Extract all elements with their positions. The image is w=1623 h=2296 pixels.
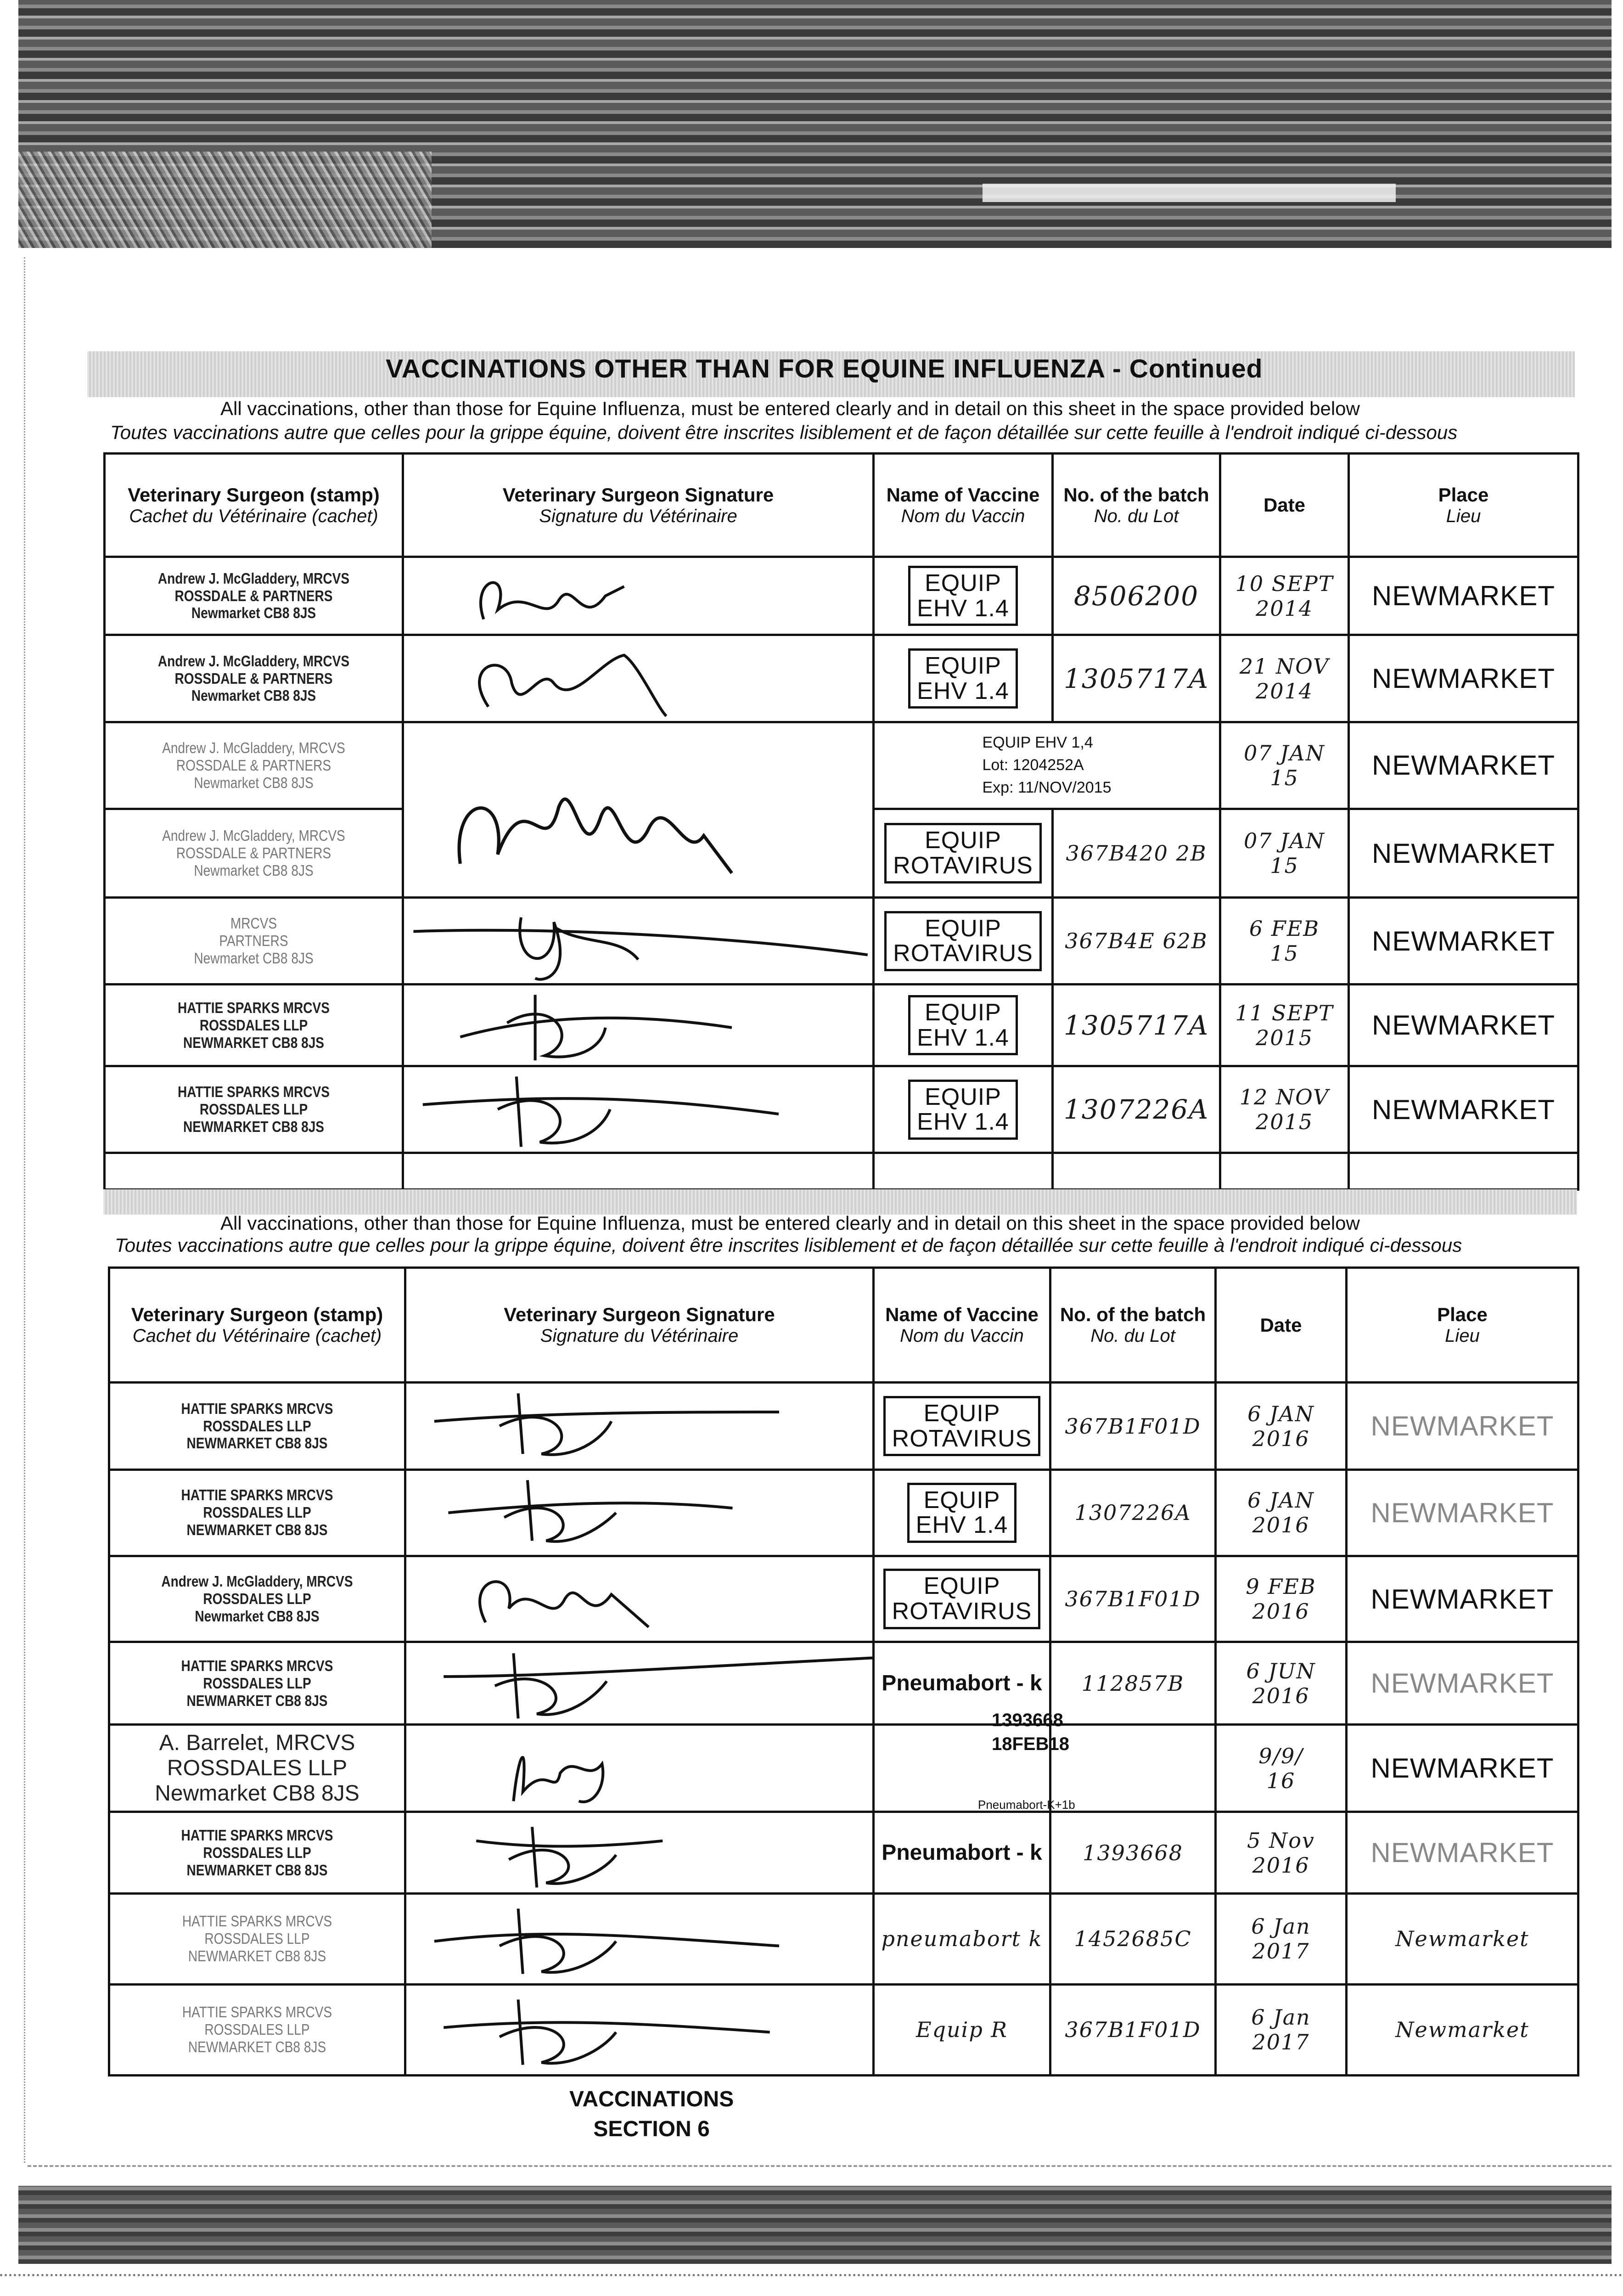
table-row [105,722,1578,809]
vet-stamp: MRCVS PARTNERS Newmarket CB8 8JS [194,915,314,967]
vet-stamp: Andrew J. McGladdery, MRCVS ROSSDALE & PARTNERS Newmarket CB8 8JS [162,827,345,879]
vaccine-name-box: EQUIP EHV 1.4 [908,648,1018,709]
signature-scribble [404,723,872,896]
overlap-shade [103,1189,1577,1215]
col-signature: Veterinary Surgeon Signature Signature du Vétérinaire [403,454,874,557]
batch-number: 367B4E 62B [1065,929,1208,954]
place: NEWMARKET [1370,1753,1554,1784]
sticker-vaccine-label: Pneumabort-K+1b [978,1798,1075,1812]
scan-footer-band [18,2186,1612,2264]
vaccination-table-2 [108,1266,1579,2077]
vet-stamp: HATTIE SPARKS MRCVS ROSSDALES LLP NEWMARKET CB8 8JS [182,2003,332,2056]
vaccination-date: 6 JAN 2016 [1247,1488,1314,1538]
batch-number: 367B1F01D [1065,1587,1201,1612]
vaccination-table-1 [103,452,1579,1191]
vaccination-date: 9/9/ 16 [1258,1743,1303,1793]
vaccine-name-box: EQUIP EHV 1.4 [908,995,1018,1055]
vaccine-name-box: EQUIP ROTAVIRUS [884,823,1042,883]
signature-scribble [404,1067,872,1152]
vaccination-date: 6 Jan 2017 [1251,2005,1311,2055]
table-row [105,984,1578,1066]
vaccine-name-text: Pneumabort - k [882,1671,1042,1696]
signature-scribble [404,558,872,633]
vaccination-date: 9 FEB 2016 [1246,1574,1316,1624]
place: NEWMARKET [1372,750,1555,781]
vaccination-date: 12 NOV 2015 [1239,1085,1330,1135]
signature-scribble [406,1727,872,1811]
table-row [109,1984,1578,2075]
place: NEWMARKET [1372,1094,1555,1125]
vaccination-date: 11 SEPT 2015 [1235,1000,1334,1050]
col-signature: Veterinary Surgeon Signature Signature du Vétérinaire [405,1268,874,1383]
vaccination-date: 07 JAN 15 [1243,740,1325,790]
table-row [109,1470,1578,1556]
table-row [109,1893,1578,1984]
vet-stamp: HATTIE SPARKS MRCVS ROSSDALES LLP NEWMARKET CB8 8JS [181,1826,333,1879]
table-row [105,898,1578,985]
scan-header-band [18,0,1612,248]
batch-number: 8506200 [1073,580,1199,612]
signature-scribble [406,1471,872,1555]
page-edge-line [28,2165,1612,2167]
instruction-en: All vaccinations, other than those for Equine Influenza, must be entered clearly and in detail on this sheet in the space provided below [220,398,1360,419]
vaccination-date: 21 NOV 2014 [1239,653,1330,703]
col-vaccine: Name of Vaccine Nom du Vaccin [874,1268,1050,1383]
vet-stamp: Andrew J. McGladdery, MRCVS ROSSDALE & PARTNERS Newmarket CB8 8JS [162,739,345,791]
place: NEWMARKET [1372,1010,1555,1041]
vet-stamp: A. Barrelet, MRCVS ROSSDALES LLP Newmarket CB8 8JS [155,1731,359,1806]
vaccine-name-handwritten: Equip R [915,2017,1008,2043]
signature-scribble [404,636,872,721]
place: NEWMARKET [1370,1837,1554,1868]
vaccination-date: 10 SEPT 2014 [1235,571,1334,621]
vaccine-sticker-label: EQUIP EHV 1,4 Lot: 1204252A Exp: 11/NOV/2015 [982,733,1112,797]
table-row [105,1066,1578,1153]
batch-number: 367B1F01D [1065,1413,1201,1439]
col-batch: No. of the batch No. du Lot [1050,1268,1216,1383]
vet-stamp: Andrew J. McGladdery, MRCVS ROSSDALE & PARTNERS Newmarket CB8 8JS [157,652,350,704]
vaccination-date: 6 JAN 2016 [1247,1401,1314,1451]
signature-scribble [406,1384,872,1468]
batch-number: 1452685C [1074,1926,1192,1952]
table-row [105,557,1578,635]
vaccine-name-box: EQUIP EHV 1.4 [907,1483,1017,1543]
vaccination-date: 6 FEB 15 [1249,916,1320,966]
vaccine-name-box: EQUIP EHV 1.4 [908,566,1018,626]
place: NEWMARKET [1370,1411,1554,1441]
vaccination-date: 6 JUN 2016 [1246,1658,1316,1708]
col-place: Place Lieu [1347,1268,1578,1383]
batch-number: 1307226A [1063,1094,1209,1125]
vet-stamp: HATTIE SPARKS MRCVS ROSSDALES LLP NEWMARKET CB8 8JS [178,1083,330,1136]
col-batch: No. of the batch No. du Lot [1053,454,1220,557]
vet-stamp: HATTIE SPARKS MRCVS ROSSDALES LLP NEWMARKET CB8 8JS [181,1400,333,1452]
signature-scribble [406,1644,872,1723]
table-header [109,1268,1578,1383]
table-row [109,1383,1578,1470]
section-title: VACCINATIONS OTHER THAN FOR EQUINE INFLUENZA - Continued [386,354,1263,383]
signature-scribble [406,1557,872,1641]
vet-stamp: HATTIE SPARKS MRCVS ROSSDALES LLP NEWMARKET CB8 8JS [181,1486,333,1539]
place: NEWMARKET [1372,580,1555,611]
place: Newmarket [1395,1926,1529,1952]
scan-margin-line [24,257,25,2163]
place: NEWMARKET [1370,1497,1554,1528]
place: NEWMARKET [1372,663,1555,694]
place: NEWMARKET [1370,1583,1554,1615]
table-row [109,1812,1578,1894]
place: NEWMARKET [1370,1668,1554,1699]
signature-scribble [404,985,872,1065]
signature-scribble [404,899,872,983]
table-row-empty [105,1153,1578,1189]
batch-number: 1307226A [1074,1500,1191,1525]
vaccine-name-box: EQUIP EHV 1.4 [908,1080,1018,1140]
col-date: Date [1216,1268,1347,1383]
page-footer: VACCINATIONS SECTION 6 [569,2087,734,2141]
batch-number: 112857B [1081,1671,1185,1696]
vet-stamp: HATTIE SPARKS MRCVS ROSSDALES LLP NEWMARKET CB8 8JS [182,1913,332,1965]
col-stamp: Veterinary Surgeon (stamp) Cachet du Vétérinaire (cachet) [109,1268,405,1383]
signature-scribble [406,1813,872,1892]
batch-number: 1305717A [1063,663,1209,694]
vet-stamp: Andrew J. McGladdery, MRCVS ROSSDALE & PARTNERS Newmarket CB8 8JS [157,569,350,622]
batch-number: 367B1F01D [1065,2017,1201,2043]
scan-bottom-dots [0,2274,1623,2276]
place: NEWMARKET [1372,838,1555,869]
place: Newmarket [1395,2017,1529,2043]
vaccination-date: 6 Jan 2017 [1251,1914,1311,1964]
instruction-fr: Toutes vaccinations autre que celles pour la grippe équine, doivent être inscrites lisiblement et de façon détaillée sur cette feuille à l'endroit indiqué ci-dessous [110,422,1458,443]
vaccine-name-box: EQUIP ROTAVIRUS [883,1396,1041,1456]
vaccine-name-box: EQUIP ROTAVIRUS [883,1569,1041,1629]
col-vaccine: Name of Vaccine Nom du Vaccin [874,454,1053,557]
table-row [109,1556,1578,1642]
vaccine-name-box: EQUIP ROTAVIRUS [884,911,1042,971]
instruction-en-2: All vaccinations, other than those for Equine Influenza, must be entered clearly and in detail on this sheet in the space provided below [220,1212,1360,1234]
signature-scribble [406,1895,872,1983]
vaccine-name-handwritten: pneumabort k [881,1926,1043,1952]
vet-stamp: Andrew J. McGladdery, MRCVS ROSSDALES LLP Newmarket CB8 8JS [161,1573,353,1625]
instruction-fr-2: Toutes vaccinations autre que celles pour la grippe équine, doivent être inscrites lisiblement et de façon détaillée sur cette feuille à l'endroit indiqué ci-dessous [115,1234,1462,1256]
batch-number: 1305717A [1063,1009,1209,1041]
table-header [105,454,1578,557]
col-place: Place Lieu [1349,454,1578,557]
table-row [109,1725,1578,1812]
col-stamp: Veterinary Surgeon (stamp) Cachet du Vétérinaire (cachet) [105,454,403,557]
sticker-lot-label: 1393668 18FEB18 [992,1710,1069,1754]
batch-number: 1393668 [1083,1840,1183,1865]
table-row [105,635,1578,722]
batch-number: 367B420 2B [1066,841,1207,866]
vet-stamp: HATTIE SPARKS MRCVS ROSSDALES LLP NEWMARKET CB8 8JS [181,1657,333,1709]
vaccination-date: 5 Nov 2016 [1247,1828,1315,1878]
table-row [109,1642,1578,1725]
col-date: Date [1220,454,1349,557]
vet-stamp: HATTIE SPARKS MRCVS ROSSDALES LLP NEWMARKET CB8 8JS [178,999,330,1051]
signature-scribble [406,1986,872,2074]
vaccination-date: 07 JAN 15 [1243,828,1325,878]
place: NEWMARKET [1372,925,1555,957]
vaccine-name-text: Pneumabort - k [882,1840,1042,1865]
